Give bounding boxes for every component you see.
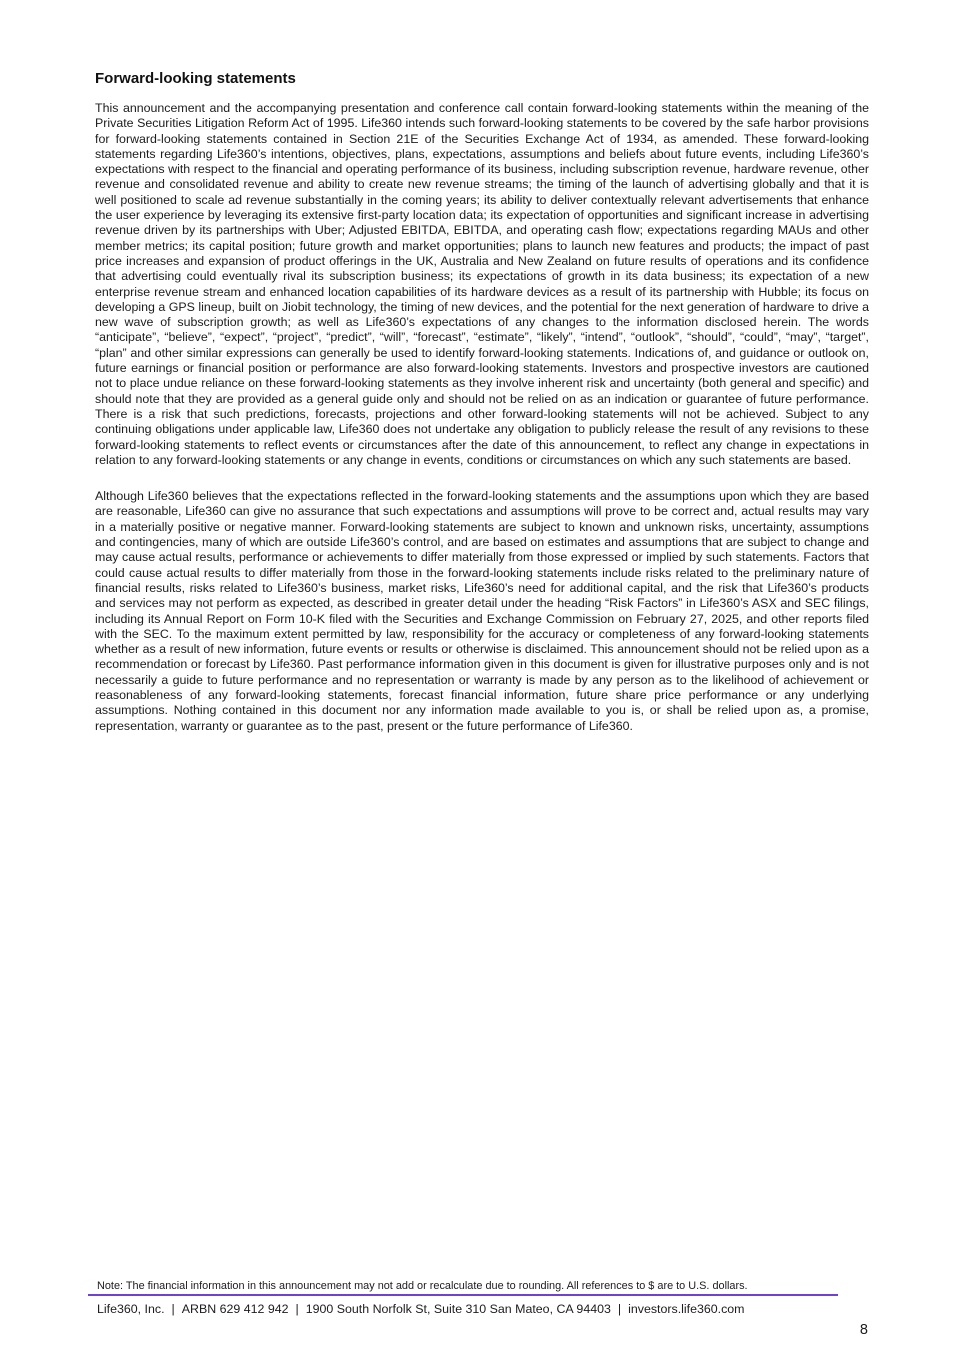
- footer-arbn: ARBN 629 412 942: [181, 1302, 289, 1316]
- footer-separator: |: [171, 1302, 175, 1316]
- body-text-block: [95, 0, 869, 734]
- footer-separator: |: [295, 1302, 299, 1316]
- footer-company-name: Life360, Inc.: [97, 1302, 165, 1316]
- footer-separator: |: [617, 1302, 622, 1316]
- section-title: Forward-looking statements: [95, 70, 296, 87]
- forward-looking-paragraph-1: This announcement and the accompanying presentation and conference call contain forward-looking statements within the meaning of the Private Securities Litigation Reform Act of 1995. Life360 intends such forward-looking statements to be covered by the safe harbor provisions for forward-looking statements contained in Section 21E of the Securities Exchange Act of 1934, as amended. These forward-looking statements regarding Life360’s intentions, objectives, plans, expectations, assumptions and beliefs about future events, including Life360’s expectations with respect to the financial and operating performance of its business, including subscription revenue, hardware revenue, other revenue and consolidated revenue and ability to create new revenue streams; the timing of the launch of advertising globally and that it is well positioned to scale ad revenue substantially in the coming years; its ability to deliver contextually relevant advertisements that enhance the user experience by leveraging its extensive first-party location data; its expectation of opportunities and significant increase in advertising revenue driven by its partnerships with Uber; Adjusted EBITDA, EBITDA, and operating cash flow; expectations regarding MAUs and other member metrics; its capital position; future growth and market opportunities; plans to launch new features and products; the impact of past price increases and expansion of product offerings in the UK, Australia and New Zealand on future results of operations and its confidence that advertising could eventually rival its subscription business; its expectations of growth in its data business; its expectation of a new enterprise revenue stream and enhanced location capabilities of its hardware devices as a result of its partnership with Hubble; its focus on developing a GPS lineup, built on Jiobit technology, the timing of new devices, and the potential for the next generation of hardware to drive a new wave of subscription growth; as well as Life360’s expectations of any changes to the information disclosed herein. The words “anticipate”, “believe”, “expect”, “project”, “predict”, “will”, “forecast”, “estimate”, “likely”, “intend”, “outlook”, “should”, “could”, “may”, “target”, “plan” and other similar expressions can generally be used to identify forward-looking statements. Indications of, and guidance or outlook on, future earnings or financial position or performance are also forward-looking statements. Investors and prospective investors are cautioned not to place undue reliance on these forward-looking statements as they involve inherent risk and uncertainty (both general and specific) and should note that they are provided as a general guide only and should not be relied on as an indication or guarantee of future performance. There is a risk that such predictions, forecasts, projections and other forward-looking statements will not be achieved. Subject to any continuing obligations under applicable law, Life360 does not undertake any obligation to publicly release the result of any revisions to these forward-looking statements to reflect events or circumstances after the date of this announcement, to reflect any change in expectations in relation to any forward-looking statements or any change in events, conditions or circumstances on which any such statements are based.: [95, 101, 869, 467]
- footer-website: investors.life360.com: [628, 1302, 745, 1316]
- footer-divider: [88, 1294, 838, 1296]
- forward-looking-paragraph-2: Although Life360 believes that the expectations reflected in the forward-looking statements and the assumptions upon which they are based are reasonable, Life360 can give no assurance that such expectations and assumptions will prove to be correct and, actual results may vary in a materially positive or negative manner. Forward-looking statements are subject to known and unknown risks, uncertainty, assumptions and contingencies, many of which are outside Life360’s control, and are based on estimates and assumptions that are subject to change and may cause actual results, performance or achievements to differ materially from those expressed or implied by such statements. Factors that could cause actual results to differ materially from those in the forward-looking statements include risks related to the preliminary nature of financial results, risks related to Life360’s business, market risks, Life360’s need for additional capital, and the risk that Life360’s products and services may not perform as expected, as described in greater detail under the heading “Risk Factors” in Life360’s ASX and SEC filings, including its Annual Report on Form 10-K filed with the Securities and Exchange Commission on February 27, 2025, and other reports filed with the SEC. To the maximum extent permitted by law, responsibility for the accuracy or completeness of any forward-looking statements whether as a result of new information, future events or results or otherwise is disclaimed. This announcement should not be relied upon as a recommendation or forecast by Life360. Past performance information given in this document is given for illustrative purposes only and is not necessarily a guide to future performance and no representation or warranty is made by any person as to the likelihood of achievement or reasonableness of any forward-looking statements, forecast financial information, future share price performance or any underlying assumptions. Nothing contained in this document nor any information made available to you is, or shall be relied upon as, a promise, representation, warranty or guarantee as to the past, present or the future performance of Life360.: [95, 489, 869, 733]
- footer-company-info: [97, 1302, 745, 1317]
- rounding-footnote: Note: The financial information in this announcement may not add or recalculate due to rounding. All references to $ are to U.S. dollars.: [97, 1280, 748, 1292]
- footer-address: 1900 South Norfolk St, Suite 310 San Mateo, CA 94403: [305, 1302, 611, 1316]
- page-number: 8: [859, 1322, 868, 1338]
